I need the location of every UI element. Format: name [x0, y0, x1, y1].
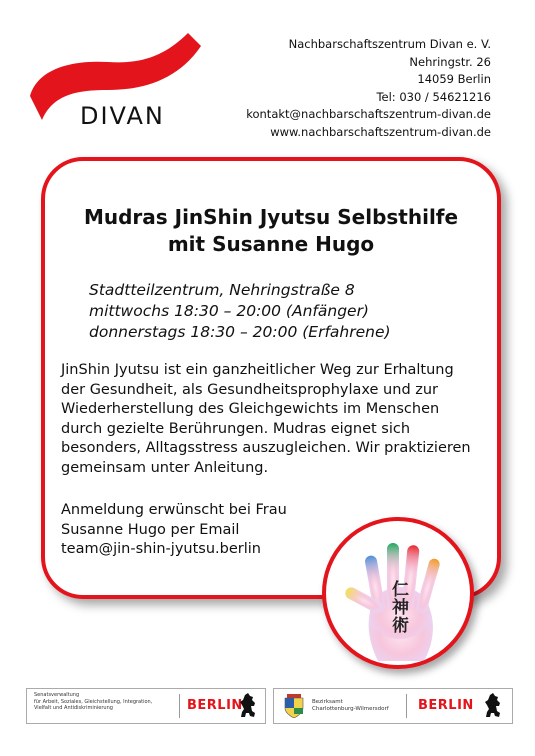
- description: [61, 361, 481, 478]
- district-text: [312, 699, 389, 713]
- senate-line: für Arbeit, Soziales, Gleichstellung, Integration,: [34, 698, 153, 705]
- signup-line: Susanne Hugo per Email: [61, 521, 240, 538]
- signup-email[interactable]: team@jin-shin-jyutsu.berlin: [61, 541, 261, 557]
- email-link[interactable]: kontakt@nachbarschaftszentrum-divan.de: [246, 107, 491, 121]
- website-link[interactable]: www.nachbarschaftszentrum-divan.de: [270, 124, 491, 139]
- senate-line: Senatsverwaltung: [34, 692, 80, 698]
- district-line: Charlottenburg-Wilmersdorf: [312, 706, 389, 712]
- divider: [406, 694, 407, 718]
- berlin-wordmark: BERLIN: [187, 698, 243, 713]
- description-line: der Gesundheit, als Gesundheitsprophylaxe und zur: [61, 381, 439, 398]
- title-line-1: Mudras JinShin Jyutsu Selbsthilfe: [83, 205, 459, 229]
- senate-text: [34, 692, 176, 712]
- contact-block: [246, 36, 491, 141]
- signup-info: [61, 501, 287, 560]
- title-line-2: mit Susanne Hugo: [167, 232, 375, 256]
- senate-line: Vielfalt und Antidiskriminierung: [34, 705, 113, 711]
- schedule-wednesday: mittwochs 18:30 – 20:00 (Anfänger): [89, 302, 369, 320]
- description-line: durch gezielte Berührungen. Mudras eignet sich: [61, 420, 411, 437]
- berlin-bear-icon: [239, 693, 257, 719]
- divider: [179, 694, 180, 718]
- description-line: JinShin Jyutsu ist ein ganzheitlicher Weg zur Erhaltung: [61, 362, 454, 378]
- logo-text: DIVAN: [80, 102, 165, 130]
- location: Stadtteilzentrum, Nehringstraße 8: [89, 281, 355, 299]
- org-name: Nachbarschaftszentrum Divan e. V.: [288, 37, 491, 51]
- kanji-char: 術: [392, 616, 409, 636]
- description-line: gemeinsam unter Anleitung.: [61, 459, 269, 476]
- district-logo-box: [273, 688, 513, 724]
- district-line: Bezirksamt: [312, 699, 343, 705]
- description-line: Wiederherstellung des Gleichgewichts im Menschen: [61, 401, 440, 417]
- event-details: [89, 280, 391, 343]
- signup-line: Anmeldung erwünscht bei Frau: [61, 502, 287, 518]
- senate-logo-box: [26, 688, 266, 724]
- event-title: [45, 204, 497, 258]
- berlin-wordmark: BERLIN: [418, 698, 474, 713]
- description-line: besonders, Alltagsstress auszugleichen. Wir praktizieren: [61, 440, 471, 456]
- phone: Tel: 030 / 54621216: [376, 89, 491, 104]
- district-crest-icon: [283, 694, 305, 718]
- hand-badge: [322, 517, 474, 669]
- divan-logo: [28, 28, 203, 138]
- kanji-char: 神: [392, 598, 409, 618]
- kanji-column: [392, 581, 409, 635]
- street: Nehringstr. 26: [409, 54, 491, 69]
- postal-city: 14059 Berlin: [417, 72, 491, 86]
- kanji-char: 仁: [392, 580, 409, 600]
- berlin-bear-icon: [484, 693, 502, 719]
- schedule-thursday: donnerstags 18:30 – 20:00 (Erfahrene): [89, 323, 391, 341]
